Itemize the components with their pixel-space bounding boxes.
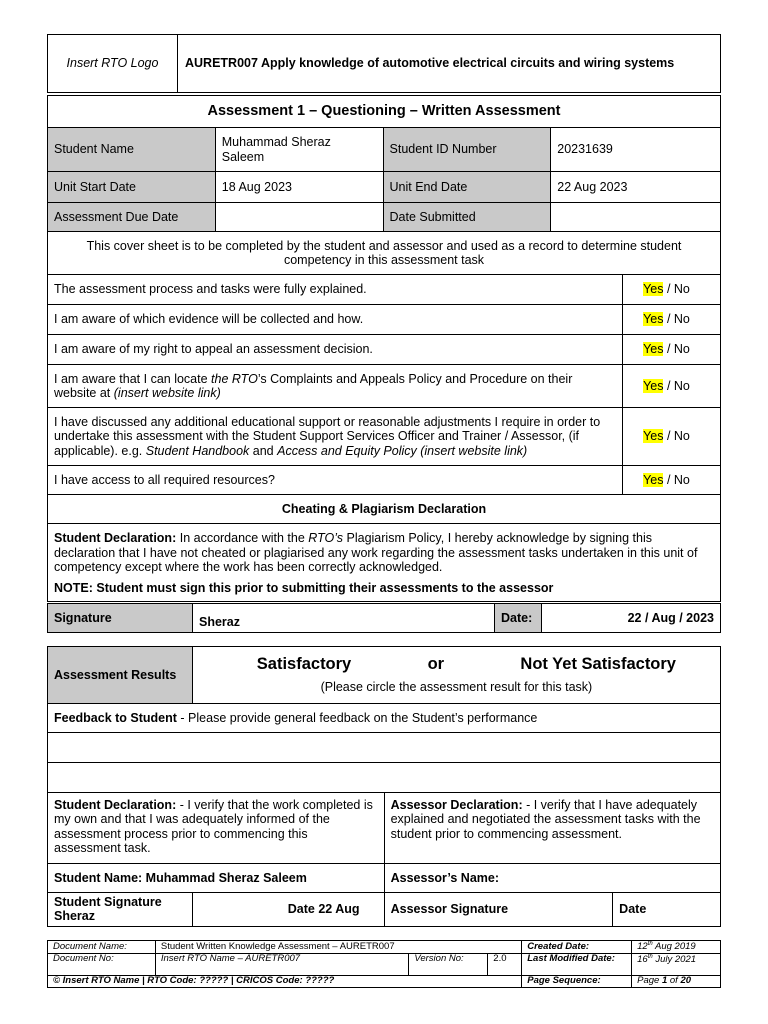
statement-appeal: I am aware of my right to appeal an assessment decision. xyxy=(48,335,623,365)
unit-title: AURETR007 Apply knowledge of automotive electrical circuits and wiring systems xyxy=(178,35,721,93)
signature-value[interactable]: Sheraz xyxy=(193,604,495,633)
doc-no-value: Insert RTO Name – AURETR007 xyxy=(155,953,409,975)
assessment-title: Assessment 1 – Questioning – Written Assessment xyxy=(48,96,721,128)
feedback-line-2[interactable] xyxy=(48,763,721,793)
student-id-label: Student ID Number xyxy=(383,128,551,172)
unit-end-value[interactable]: 22 Aug 2023 xyxy=(551,172,721,203)
unit-start-value[interactable]: 18 Aug 2023 xyxy=(215,172,383,203)
statement-resources: I have access to all required resources? xyxy=(48,466,623,495)
statement-explained: The assessment process and tasks were fully explained. xyxy=(48,275,623,305)
date-submitted-label: Date Submitted xyxy=(383,203,551,232)
yes-no-toggle[interactable] xyxy=(623,275,721,305)
plagiarism-heading: Cheating & Plagiarism Declaration xyxy=(48,495,721,524)
no-option[interactable]: / No xyxy=(663,312,690,327)
no-option[interactable]: / No xyxy=(663,429,690,444)
cover-sheet-table xyxy=(47,95,721,602)
result-options xyxy=(192,647,720,704)
results-table xyxy=(47,646,721,927)
created-date-label: Created Date: xyxy=(522,941,632,954)
submission-note: NOTE: Student must sign this prior to submitting their assessments to the assessor xyxy=(54,581,554,596)
modified-date-label: Last Modified Date: xyxy=(522,953,632,975)
results-label: Assessment Results xyxy=(48,647,193,704)
version-value: 2.0 xyxy=(488,953,522,975)
page-sequence-label: Page Sequence: xyxy=(522,975,632,987)
statement-complaints: I am aware that I can locate the RTO’s Complaints and Appeals Policy and Procedure on their website at (insert website link) xyxy=(48,365,623,408)
student-declaration: Student Declaration: In accordance with the RTO’s Plagiarism Policy, I hereby acknowledge by signing this declaration that I have not cheated or plagiarised any work regarding the assessment tasks undertaken in this unit of competency except where the work has been correctly acknowledged. NOTE: Student must sign this prior to submitting their assessments to the assessor xyxy=(48,524,721,602)
not-yet-satisfactory-option[interactable]: Not Yet Satisfactory xyxy=(520,655,676,674)
assessor-signature-label: Assessor Signature xyxy=(384,893,613,927)
date-value[interactable]: 22 / Aug / 2023 xyxy=(542,604,721,633)
yes-no-toggle[interactable] xyxy=(623,305,721,335)
due-date-value[interactable] xyxy=(215,203,383,232)
date-submitted-value[interactable] xyxy=(551,203,721,232)
modified-date-value: 16th July 2021 xyxy=(632,953,721,975)
date-label: Date: xyxy=(495,604,542,633)
yes-option[interactable]: Yes xyxy=(643,282,664,297)
yes-no-toggle[interactable] xyxy=(623,466,721,495)
signature-label: Signature xyxy=(48,604,193,633)
student-signature-line: Student Signature Sheraz xyxy=(48,893,193,927)
rto-code-line: © Insert RTO Name | RTO Code: ????? | CRICOS Code: ????? xyxy=(48,975,522,987)
yes-option[interactable]: Yes xyxy=(643,429,664,444)
due-date-label: Assessment Due Date xyxy=(48,203,216,232)
yes-option[interactable]: Yes xyxy=(643,378,664,393)
yes-no-toggle[interactable] xyxy=(623,365,721,408)
unit-start-label: Unit Start Date xyxy=(48,172,216,203)
version-label: Version No: xyxy=(409,953,488,975)
footer-table xyxy=(47,940,721,988)
rto-logo-placeholder: Insert RTO Logo xyxy=(48,35,178,93)
student-name-line: Student Name: Muhammad Sheraz Saleem xyxy=(48,864,385,893)
student-name-value[interactable]: Muhammad Sheraz Saleem xyxy=(215,128,383,172)
header-table xyxy=(47,34,721,93)
yes-no-toggle[interactable] xyxy=(623,408,721,466)
page-number: Page 1 of 20 xyxy=(632,975,721,987)
no-option[interactable]: / No xyxy=(663,342,690,357)
yes-option[interactable]: Yes xyxy=(643,342,664,357)
no-option[interactable]: / No xyxy=(663,472,690,487)
cover-intro: This cover sheet is to be completed by the student and assessor and used as a record to determine student competency in this assessment task xyxy=(48,232,721,275)
or-text: or xyxy=(427,655,445,674)
yes-option[interactable]: Yes xyxy=(643,312,664,327)
statement-evidence: I am aware of which evidence will be collected and how. xyxy=(48,305,623,335)
doc-no-label: Document No: xyxy=(48,953,156,975)
student-name-label: Student Name xyxy=(48,128,216,172)
yes-no-toggle[interactable] xyxy=(623,335,721,365)
student-date-line: Date 22 Aug xyxy=(192,893,384,927)
assessor-verification: Assessor Declaration: - I verify that I have adequately explained and negotiated the assessment tasks with the student prior to commencing assessment. xyxy=(384,793,720,864)
circle-note: (Please circle the assessment result for this task) xyxy=(320,680,593,695)
yes-option[interactable]: Yes xyxy=(643,472,664,487)
doc-name-label: Document Name: xyxy=(48,941,156,954)
created-date-value: 12th Aug 2019 xyxy=(632,941,721,954)
doc-name-value: Student Written Knowledge Assessment – AURETR007 xyxy=(155,941,521,954)
assessor-date-label: Date xyxy=(613,893,721,927)
assessor-name-label: Assessor’s Name: xyxy=(384,864,720,893)
no-option[interactable]: / No xyxy=(663,378,690,393)
no-option[interactable]: / No xyxy=(663,282,690,297)
student-id-value[interactable]: 20231639 xyxy=(551,128,721,172)
unit-end-label: Unit End Date xyxy=(383,172,551,203)
feedback-line-1[interactable] xyxy=(48,733,721,763)
satisfactory-option[interactable]: Satisfactory xyxy=(256,655,352,674)
feedback-heading: Feedback to Student - Please provide general feedback on the Student’s performance xyxy=(48,704,721,733)
statement-support: I have discussed any additional educational support or reasonable adjustments I require in order to undertake this assessment with the Student Support Services Officer and Trainer / Assessor, (if applicable). e.g. Student Handbook and Access and Equity Policy (insert website link) xyxy=(48,408,623,466)
signature-table xyxy=(47,603,721,633)
student-verification: Student Declaration: - I verify that the work completed is my own and that I was adequately informed of the assessment process prior to commencing this assessment task. xyxy=(48,793,385,864)
